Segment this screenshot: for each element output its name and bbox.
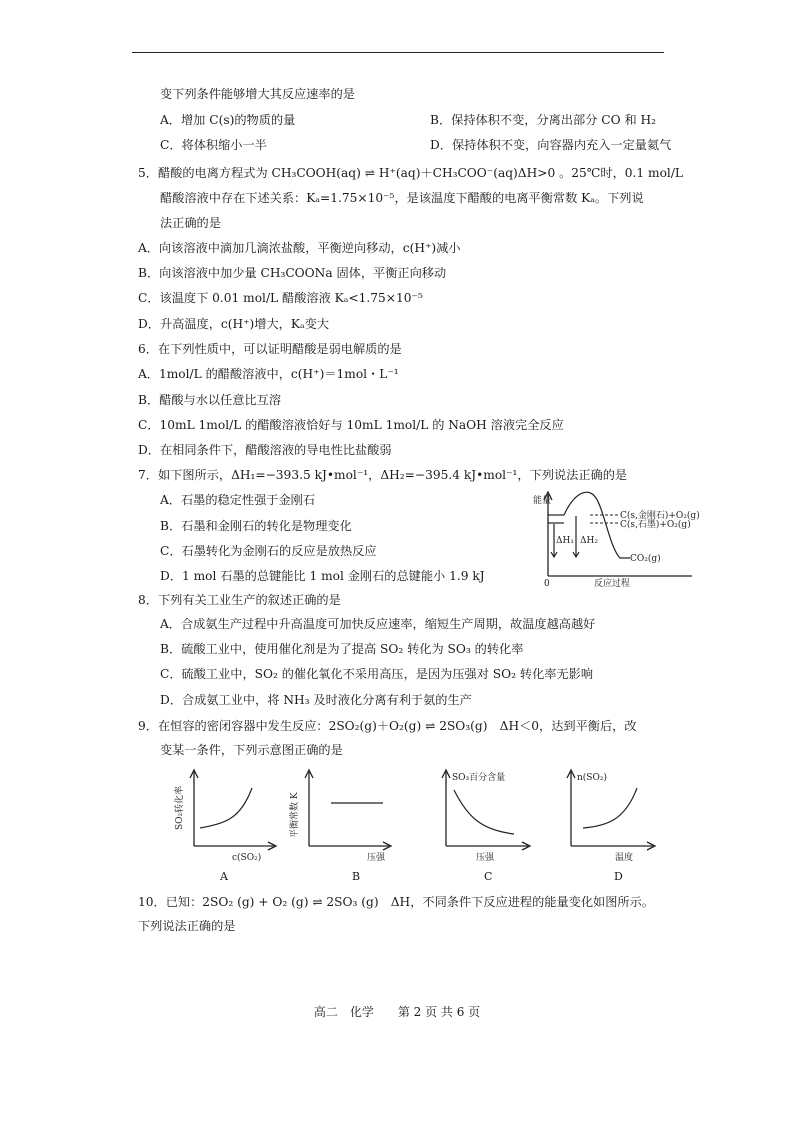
graph-a-xlabel: c(SO₂) [232,853,262,863]
dh1-label: ΔH₁ [556,536,574,546]
graph-a [170,768,280,863]
level-graphite: C(s,石墨)+O₂(g) [620,520,691,530]
graph-d-ylabel: n(SO₂) [577,773,607,783]
q8-option-a: A．合成氨生产过程中升高温度可加快反应速率，缩短生产周期，故温度越高越好 [160,617,596,631]
q6-option-d: D．在相同条件下，醋酸溶液的导电性比盐酸弱 [138,443,392,457]
q7-option-b: B．石墨和金刚石的转化是物理变化 [160,519,352,533]
graph-c-curve [454,790,514,834]
energy-label: 能量 [533,496,552,506]
q5-line2: 醋酸溶液中存在下述关系：Kₐ=1.75×10⁻⁵，是该温度下醋酸的电离平衡常数 Kₐ。下列说 [160,191,644,205]
graph-b [285,768,395,863]
graph-d-curve [583,788,637,828]
q5-option-c: C．该温度下 0.01 mol/L 醋酸溶液 Kₐ<1.75×10⁻⁵ [138,291,423,305]
graph-b-letter: B [352,870,361,883]
q5-option-d: D．升高温度，c(H⁺)增大，Kₐ变大 [138,317,330,331]
graph-a-ylabel: SO₂转化率 [175,785,185,830]
graph-b-ylabel: 平衡常数 K [290,792,300,838]
graph-b-xlabel: 压强 [367,853,386,863]
graph-d-letter: D [614,870,623,883]
q6-option-b: B．醋酸与水以任意比互溶 [138,393,282,407]
origin-label: 0 [544,579,550,588]
process-label: 反应过程 [594,579,631,588]
energy-diagram [530,488,700,588]
q7-option-c: C．石墨转化为金刚石的反应是放热反应 [160,544,377,558]
q9-line2: 变某一条件，下列示意图正确的是 [160,743,343,757]
q4-option-a: A．增加 C(s)的物质的量 [160,113,296,127]
graph-c-xlabel: 压强 [476,853,495,863]
graph-d [555,768,665,863]
q7-option-d: D．1 mol 石墨的总键能比 1 mol 金刚石的总键能小 1.9 kJ [160,569,485,583]
graph-d-xlabel: 温度 [615,853,634,863]
graph-c [430,768,540,863]
level-diamond: C(s,金刚石)+O₂(g) [620,511,700,521]
q6-option-a: A．1mol/L 的醋酸溶液中，c(H⁺)＝1mol・L⁻¹ [138,367,399,381]
q5-option-b: B．向该溶液中加少量 CH₃COONa 固体，平衡正向移动 [138,266,447,280]
q6-stem: 6．在下列性质中，可以证明醋酸是弱电解质的是 [138,342,402,356]
graph-a-curve [200,788,252,828]
q4-option-d: D．保持体积不变，向容器内充入一定量氦气 [430,138,672,152]
level-co2: CO₂(g) [630,554,661,564]
graph-c-letter: C [484,870,493,883]
dh2-label: ΔH₂ [580,536,598,546]
q8-option-d: D．合成氨工业中，将 NH₃ 及时液化分离有利于氨的生产 [160,693,472,707]
q8-stem: 8．下列有关工业生产的叙述正确的是 [138,593,341,607]
header-rule [132,52,664,53]
page-footer: 高二 化学 第 2 页 共 6 页 [313,1005,481,1019]
q7-stem: 7．如下图所示，ΔH₁=−393.5 kJ•mol⁻¹，ΔH₂=−395.4 kJ•mol⁻¹，下列说法正确的是 [138,468,628,482]
q8-option-c: C．硫酸工业中，SO₂ 的催化氧化不采用高压，是因为压强对 SO₂ 转化率无影响 [160,667,594,681]
q8-option-b: B．硫酸工业中，使用催化剂是为了提高 SO₂ 转化为 SO₃ 的转化率 [160,642,524,656]
graph-a-letter: A [220,870,228,883]
q4-option-c: C．将体积缩小一半 [160,138,267,152]
q6-option-c: C．10mL 1mol/L 的醋酸溶液恰好与 10mL 1mol/L 的 NaOH 溶液完全反应 [138,418,564,432]
q10-line2: 下列说法正确的是 [138,919,236,933]
q9-line1: 9．在恒容的密闭容器中发生反应：2SO₂(g)＋O₂(g) ⇌ 2SO₃(g) ΔH＜0，达到平衡后，改 [138,719,637,733]
graph-c-ylabel: SO₃百分含量 [452,773,506,783]
q5-line3: 法正确的是 [160,216,221,230]
q10-line1: 10．已知：2SO₂ (g) + O₂ (g) ⇌ 2SO₃ (g) ΔH，不同条件下反应进程的能量变化如图所示。 [138,895,654,909]
q7-option-a: A．石墨的稳定性强于金刚石 [160,493,316,507]
q4-option-b: B．保持体积不变，分离出部分 CO 和 H₂ [430,113,657,127]
q5-option-a: A．向该溶液中滴加几滴浓盐酸，平衡逆向移动，c(H⁺)减小 [138,241,461,255]
q4-stem: 变下列条件能够增大其反应速率的是 [160,87,355,101]
q5-line1: 5．醋酸的电离方程式为 CH₃COOH(aq) ⇌ H⁺(aq)＋CH₃COO⁻(aq)ΔH>0 。25℃时，0.1 mol/L [138,166,684,180]
